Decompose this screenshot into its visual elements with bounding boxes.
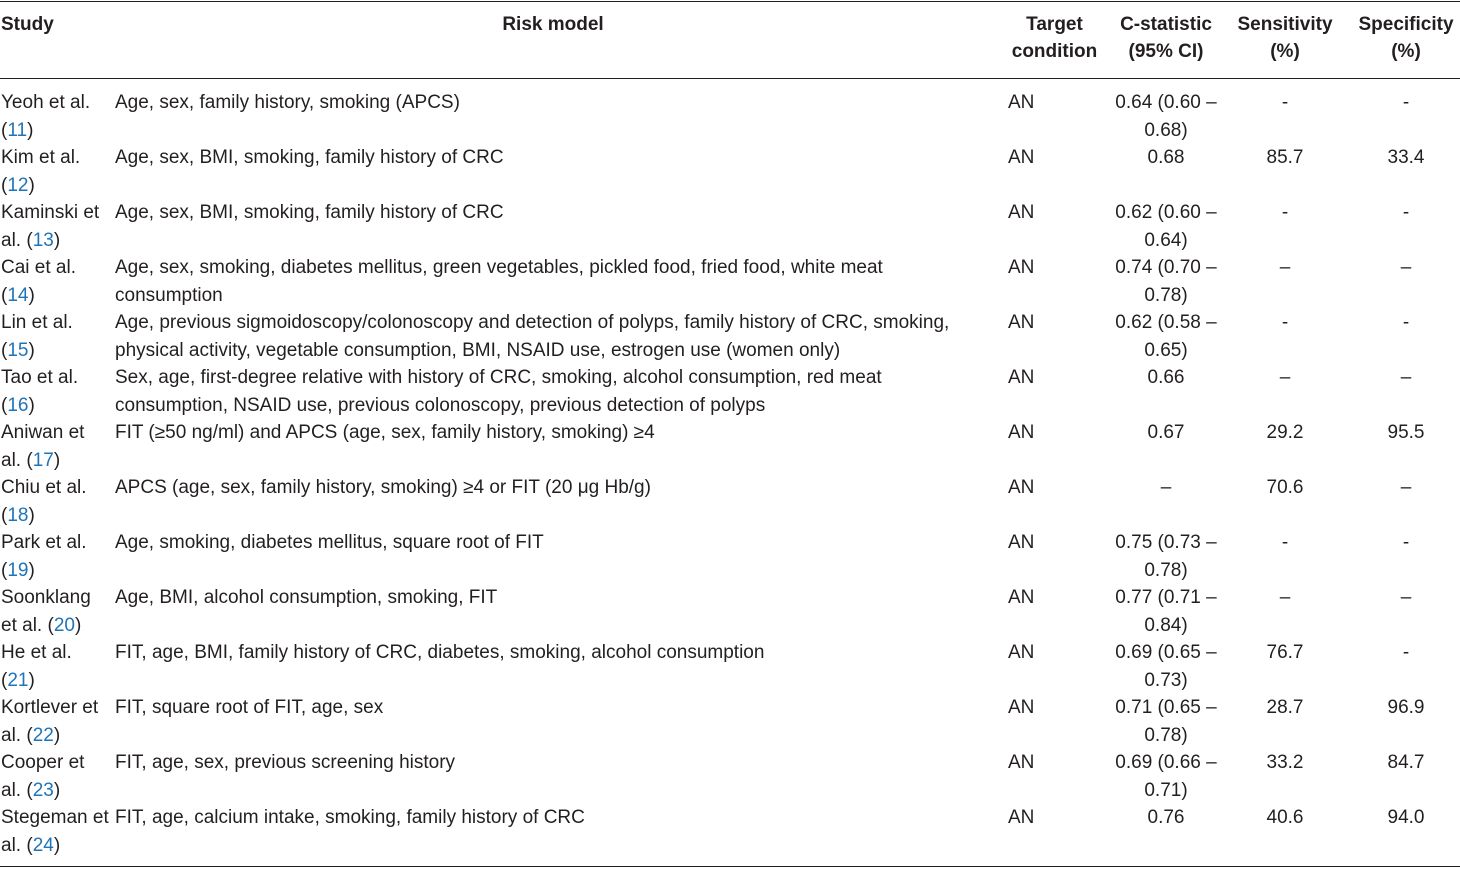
study-cell: Stegeman et al. (24)	[1, 807, 109, 856]
sensitivity-cell: –	[1279, 257, 1291, 278]
reference-link[interactable]: 15	[7, 339, 29, 361]
risk-model-cell: FIT, age, sex, previous screening history	[115, 752, 456, 773]
target-condition-cell: AN	[1008, 147, 1035, 168]
study-name: Kim et al.	[1, 147, 81, 168]
sensitivity-cell: –	[1279, 367, 1291, 388]
reference-link[interactable]: 24	[32, 834, 54, 856]
c-statistic-cell: 0.69 (0.65 – 0.73)	[1115, 642, 1217, 691]
target-condition-cell: AN	[1008, 752, 1035, 773]
c-statistic-cell: 0.76	[1147, 807, 1185, 828]
target-condition-cell: AN	[1008, 532, 1035, 553]
target-condition-cell: AN	[1008, 642, 1035, 663]
c-statistic-cell: 0.77 (0.71 – 0.84)	[1115, 587, 1217, 636]
specificity-cell: 96.9	[1387, 697, 1425, 718]
risk-model-cell: Age, sex, smoking, diabetes mellitus, green vegetables, pickled food, fried food, white meat consumption	[115, 257, 883, 306]
reference-link[interactable]: 22	[32, 724, 54, 746]
specificity-cell: -	[1402, 642, 1410, 663]
table-row	[0, 804, 1460, 859]
reference-link[interactable]: 17	[32, 449, 54, 471]
table-row	[0, 474, 1460, 529]
c-statistic-cell: 0.68	[1147, 147, 1185, 168]
specificity-cell: -	[1402, 92, 1410, 113]
risk-model-cell: Age, previous sigmoidoscopy/colonoscopy and detection of polyps, family history of CRC, smoking, physical activity, vegetable consumption, BMI, NSAID use, estrogen use (women only)	[115, 312, 950, 361]
c-statistic-cell: 0.62 (0.58 – 0.65)	[1115, 312, 1217, 361]
reference-link[interactable]: 20	[53, 614, 75, 636]
target-condition-cell: AN	[1008, 257, 1035, 278]
study-name: Stegeman et al.	[1, 807, 109, 856]
study-name: Yeoh et al.	[1, 92, 91, 113]
c-statistic-cell: 0.75 (0.73 – 0.78)	[1115, 532, 1217, 581]
risk-model-cell: FIT, square root of FIT, age, sex	[115, 697, 384, 718]
header-c-statistic: C-statistic (95% CI)	[1120, 14, 1212, 62]
sensitivity-cell: 85.7	[1266, 147, 1304, 168]
table-row	[0, 254, 1460, 309]
specificity-cell: –	[1400, 477, 1412, 498]
reference-link[interactable]: 11	[7, 119, 28, 141]
study-name: Lin et al.	[1, 312, 73, 333]
specificity-cell: –	[1400, 257, 1412, 278]
study-name: He et al.	[1, 642, 72, 663]
study-cell: Aniwan et al. (17)	[1, 422, 85, 471]
header-rule	[0, 78, 1460, 79]
specificity-cell: -	[1402, 202, 1410, 223]
sensitivity-cell: –	[1279, 587, 1291, 608]
reference-link[interactable]: 16	[7, 394, 29, 416]
c-statistic-cell: 0.66	[1147, 367, 1185, 388]
study-name: Soonklang et al.	[1, 587, 91, 636]
target-condition-cell: AN	[1008, 422, 1035, 443]
table-row	[0, 639, 1460, 694]
study-cell: Park et al. (19)	[1, 532, 87, 581]
risk-model-cell: Age, sex, BMI, smoking, family history of CRC	[115, 202, 504, 223]
table-row	[0, 694, 1460, 749]
study-name: Kortlever et al.	[1, 697, 99, 746]
table-row	[0, 584, 1460, 639]
target-condition-cell: AN	[1008, 367, 1035, 388]
study-cell: Yeoh et al. (11)	[1, 92, 91, 141]
target-condition-cell: AN	[1008, 312, 1035, 333]
study-name: Cooper et al.	[1, 752, 85, 801]
reference-link[interactable]: 21	[7, 669, 29, 691]
risk-model-cell: Age, BMI, alcohol consumption, smoking, FIT	[115, 587, 498, 608]
table-row	[0, 199, 1460, 254]
header-specificity: Specificity (%)	[1358, 14, 1454, 62]
sensitivity-cell: 29.2	[1266, 422, 1304, 443]
study-cell: Chiu et al. (18)	[1, 477, 87, 526]
specificity-cell: 33.4	[1387, 147, 1425, 168]
table-header	[0, 11, 1460, 75]
reference-link[interactable]: 23	[32, 779, 54, 801]
c-statistic-cell: 0.69 (0.66 – 0.71)	[1115, 752, 1217, 801]
study-name: Park et al.	[1, 532, 87, 553]
table-row	[0, 144, 1460, 199]
table-top-rule	[0, 1, 1460, 2]
header-target-condition: Target condition	[1011, 14, 1098, 62]
study-name: Chiu et al.	[1, 477, 87, 498]
table-row	[0, 89, 1460, 144]
study-cell: Kaminski et al. (13)	[1, 202, 100, 251]
study-cell: Kim et al. (12)	[1, 147, 81, 196]
reference-link[interactable]: 18	[7, 504, 29, 526]
sensitivity-cell: 40.6	[1266, 807, 1304, 828]
specificity-cell: 84.7	[1387, 752, 1425, 773]
target-condition-cell: AN	[1008, 202, 1035, 223]
study-name: Aniwan et al.	[1, 422, 85, 471]
specificity-cell: 95.5	[1387, 422, 1425, 443]
c-statistic-cell: 0.74 (0.70 – 0.78)	[1115, 257, 1217, 306]
specificity-cell: –	[1400, 367, 1412, 388]
header-study: Study	[1, 14, 54, 35]
target-condition-cell: AN	[1008, 587, 1035, 608]
target-condition-cell: AN	[1008, 807, 1035, 828]
risk-model-cell: APCS (age, sex, family history, smoking) ≥4 or FIT (20 μg Hb/g)	[115, 477, 651, 498]
reference-link[interactable]: 14	[7, 284, 29, 306]
table-row	[0, 419, 1460, 474]
specificity-cell: -	[1402, 312, 1410, 333]
risk-model-cell: Age, sex, BMI, smoking, family history of CRC	[115, 147, 504, 168]
table-row	[0, 309, 1460, 364]
specificity-cell: 94.0	[1387, 807, 1425, 828]
study-cell: Tao et al. (16)	[1, 367, 79, 416]
sensitivity-cell: -	[1281, 532, 1289, 553]
study-cell: Cooper et al. (23)	[1, 752, 85, 801]
sensitivity-cell: 76.7	[1266, 642, 1304, 663]
table-bottom-rule	[0, 866, 1460, 867]
sensitivity-cell: -	[1281, 312, 1289, 333]
study-name: Tao et al.	[1, 367, 79, 388]
c-statistic-cell: 0.71 (0.65 – 0.78)	[1115, 697, 1217, 746]
target-condition-cell: AN	[1008, 697, 1035, 718]
risk-model-cell: FIT (≥50 ng/ml) and APCS (age, sex, family history, smoking) ≥4	[115, 422, 655, 443]
c-statistic-cell: 0.64 (0.60 – 0.68)	[1115, 92, 1217, 141]
risk-model-cell: FIT, age, calcium intake, smoking, family history of CRC	[115, 807, 585, 828]
study-cell: Soonklang et al. (20)	[1, 587, 91, 636]
study-name: Kaminski et al.	[1, 202, 100, 251]
sensitivity-cell: 70.6	[1266, 477, 1304, 498]
risk-model-cell: Age, sex, family history, smoking (APCS)	[115, 92, 460, 113]
target-condition-cell: AN	[1008, 477, 1035, 498]
study-cell: Cai et al. (14)	[1, 257, 76, 306]
table-row	[0, 749, 1460, 804]
c-statistic-cell: 0.62 (0.60 – 0.64)	[1115, 202, 1217, 251]
table-row	[0, 364, 1460, 419]
specificity-cell: –	[1400, 587, 1412, 608]
c-statistic-cell: –	[1160, 477, 1172, 498]
risk-model-cell: Age, smoking, diabetes mellitus, square root of FIT	[115, 532, 544, 553]
risk-model-cell: Sex, age, first-degree relative with history of CRC, smoking, alcohol consumption, red meat consumption, NSAID use, previous colonoscopy, previous detection of polyps	[115, 367, 882, 416]
study-name: Cai et al.	[1, 257, 76, 278]
study-cell: He et al. (21)	[1, 642, 72, 691]
study-cell: Kortlever et al. (22)	[1, 697, 99, 746]
header-risk-model: Risk model	[502, 14, 604, 35]
target-condition-cell: AN	[1008, 92, 1035, 113]
sensitivity-cell: 28.7	[1266, 697, 1304, 718]
header-sensitivity: Sensitivity (%)	[1237, 14, 1333, 62]
sensitivity-cell: 33.2	[1266, 752, 1304, 773]
sensitivity-cell: -	[1281, 202, 1289, 223]
reference-link[interactable]: 19	[7, 559, 29, 581]
reference-link[interactable]: 12	[7, 174, 29, 196]
table-row	[0, 529, 1460, 584]
reference-link[interactable]: 13	[32, 229, 54, 251]
c-statistic-cell: 0.67	[1147, 422, 1185, 443]
study-cell: Lin et al. (15)	[1, 312, 73, 361]
risk-model-cell: FIT, age, BMI, family history of CRC, diabetes, smoking, alcohol consumption	[115, 642, 765, 663]
specificity-cell: -	[1402, 532, 1410, 553]
sensitivity-cell: -	[1281, 92, 1289, 113]
